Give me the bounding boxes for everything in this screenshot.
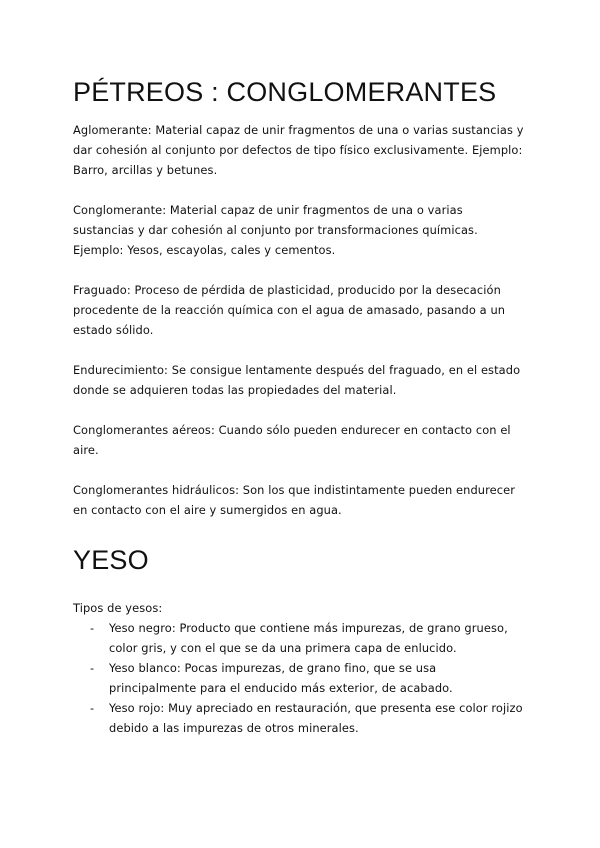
list-title: Tipos de yesos: xyxy=(73,601,163,615)
document-page xyxy=(73,74,525,738)
dash-bullet: - xyxy=(90,701,95,715)
dash-bullet: - xyxy=(90,661,95,675)
paragraph-conglomerante: Conglomerante: Material capaz de unir fragmentos de una o varias sustancias y dar cohesión al conjunto por transformaciones químicas. Ejemplo: Yesos, escayolas, cales y cementos. xyxy=(73,203,478,257)
list-item-yeso-blanco xyxy=(73,658,525,698)
main-heading: PÉTREOS : CONGLOMERANTES xyxy=(73,77,497,107)
paragraph-fraguado: Fraguado: Proceso de pérdida de plasticidad, producido por la desecación procedente de la reacción química con el agua de amasado, pasando a un estado sólido. xyxy=(73,283,506,337)
list-item-text: Yeso rojo: Muy apreciado en restauración, que presenta ese color rojizo debido a las impurezas de otros minerales. xyxy=(109,701,523,735)
yeso-types-list xyxy=(73,618,525,738)
dash-bullet: - xyxy=(90,621,95,635)
yeso-heading: YESO xyxy=(73,545,149,575)
paragraph-aereos: Conglomerantes aéreos: Cuando sólo pueden endurecer en contacto con el aire. xyxy=(73,423,511,457)
list-item-yeso-rojo xyxy=(73,698,525,738)
list-item-text: Yeso blanco: Pocas impurezas, de grano fino, que se usa principalmente para el enducido más exterior, de acabado. xyxy=(109,661,453,695)
list-item-yeso-negro xyxy=(73,618,525,658)
paragraph-aglomerante: Aglomerante: Material capaz de unir fragmentos de una o varias sustancias y dar cohesión al conjunto por defectos de tipo físico exclusivamente. Ejemplo: Barro, arcillas y betunes. xyxy=(73,123,524,177)
paragraph-endurecimiento: Endurecimiento: Se consigue lentamente después del fraguado, en el estado donde se adquieren todas las propiedades del material. xyxy=(73,363,521,397)
paragraph-hidraulicos: Conglomerantes hidráulicos: Son los que indistintamente pueden endurecer en contacto con el aire y sumergidos en agua. xyxy=(73,483,516,517)
list-item-text: Yeso negro: Producto que contiene más impurezas, de grano grueso, color gris, y con el que se da una primera capa de enlucido. xyxy=(109,621,508,655)
